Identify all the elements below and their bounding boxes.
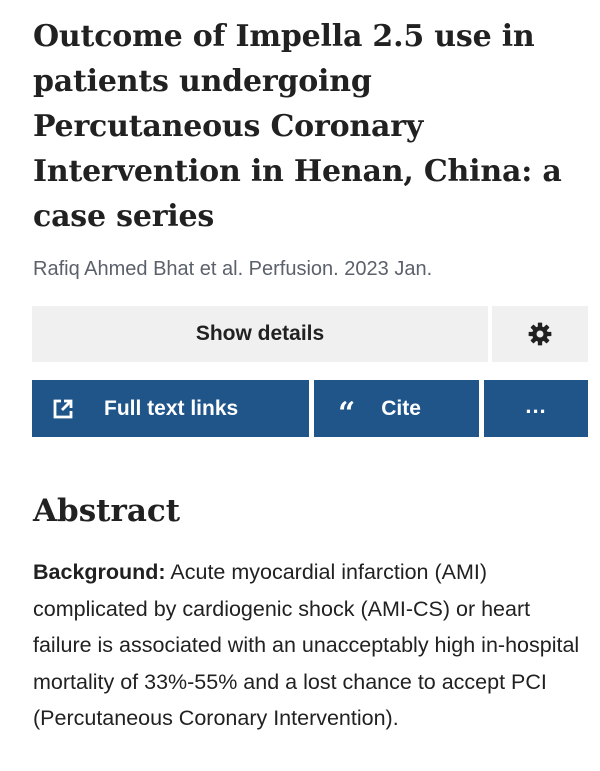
abstract-heading: Abstract — [33, 493, 181, 529]
show-details-label: Show details — [195, 322, 325, 345]
abstract-background-text: Acute myocardial infarction (AMI) complicated by cardiogenic shock (AMI-CS) or heart failure is associated with an unacceptably high in-hospital mortality of 33%-55% and a lost chance to accept PCI (Percutaneous Coronary Intervention). — [33, 560, 580, 730]
show-details-button[interactable] — [32, 306, 488, 362]
full-text-links-label: Full text links — [104, 396, 239, 420]
article-citation: Rafiq Ahmed Bhat et al. Perfusion. 2023 Jan. — [33, 258, 433, 280]
display-settings-button[interactable] — [492, 306, 588, 362]
more-actions-label: ... — [525, 392, 547, 418]
full-text-links-button[interactable] — [32, 380, 309, 437]
external-link-icon — [52, 398, 74, 420]
cite-button[interactable] — [314, 380, 479, 437]
cite-label: Cite — [381, 396, 421, 420]
gear-icon — [527, 321, 553, 347]
quote-icon: “ — [338, 395, 356, 431]
abstract-background-label: Background: — [33, 560, 166, 584]
abstract-background-paragraph — [33, 554, 593, 737]
article-title: Outcome of Impella 2.5 use in patients undergoing Percutaneous Coronary Intervention in Henan, China: a case series — [33, 19, 562, 234]
more-actions-button[interactable] — [484, 380, 588, 437]
